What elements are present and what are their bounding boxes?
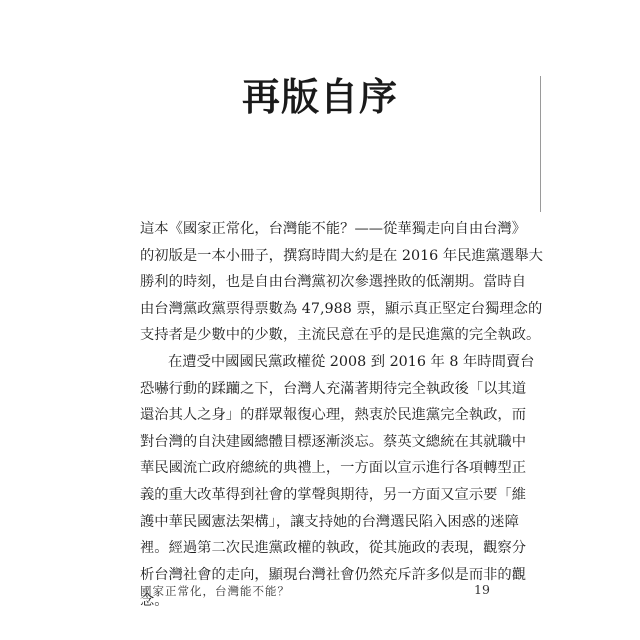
text-line: 支持者是少數中的少數，主流民意在乎的是民進黨的完全執政。: [140, 327, 541, 344]
text-line: 義的重大改革得到社會的掌聲與期待，另一方面又宣示要「維: [140, 486, 527, 503]
text-line: 析台灣社會的走向，顯現台灣社會仍然充斥許多似是而非的觀: [140, 566, 527, 583]
text-line: 恐嚇行動的蹂躪之下，台灣人充滿著期待完全執政後「以其道: [140, 380, 527, 397]
text-line: 這本《國家正常化，台灣能不能？——從華獨走向自由台灣》: [140, 221, 527, 237]
text-line: 對台灣的自決建國總體目標逐漸淡忘。蔡英文總統在其就職中: [140, 433, 527, 450]
text-line: 還治其人之身」的群眾報復心理，熱衷於民進黨完全執政，而: [140, 407, 527, 424]
text-line: 裡。經過第二次民進黨政權的執政，從其施政的表現，觀察分: [140, 540, 527, 557]
footer-book-title: 國家正常化，台灣能不能？: [140, 584, 290, 598]
text-line: 華民國流亡政府總統的典禮上，一方面以宣示進行各項轉型正: [140, 460, 527, 477]
text-line: 念。: [140, 593, 169, 610]
text-line: 的初版是一本小冊子，撰寫時間大約是在 2016 年民進黨選舉大: [140, 247, 543, 264]
paragraph-2: [140, 349, 535, 615]
body-text: [140, 216, 543, 615]
page-title: 再版自序: [241, 75, 398, 119]
text-line: 在遭受中國國民黨政權從 2008 到 2016 年 8 年時間賣台: [168, 353, 535, 370]
paragraph-1: [140, 216, 543, 349]
text-line: 護中華民國憲法架構」，讓支持她的台灣選民陷入困惑的迷障: [140, 513, 519, 530]
page-number: 19: [474, 582, 490, 597]
text-line: 由台灣黨政黨票得票數為 47,988 票，顯示真正堅定台獨理念的: [140, 300, 543, 317]
text-line: 勝利的時刻，也是自由台灣黨初次參選挫敗的低潮期。當時自: [140, 274, 527, 291]
